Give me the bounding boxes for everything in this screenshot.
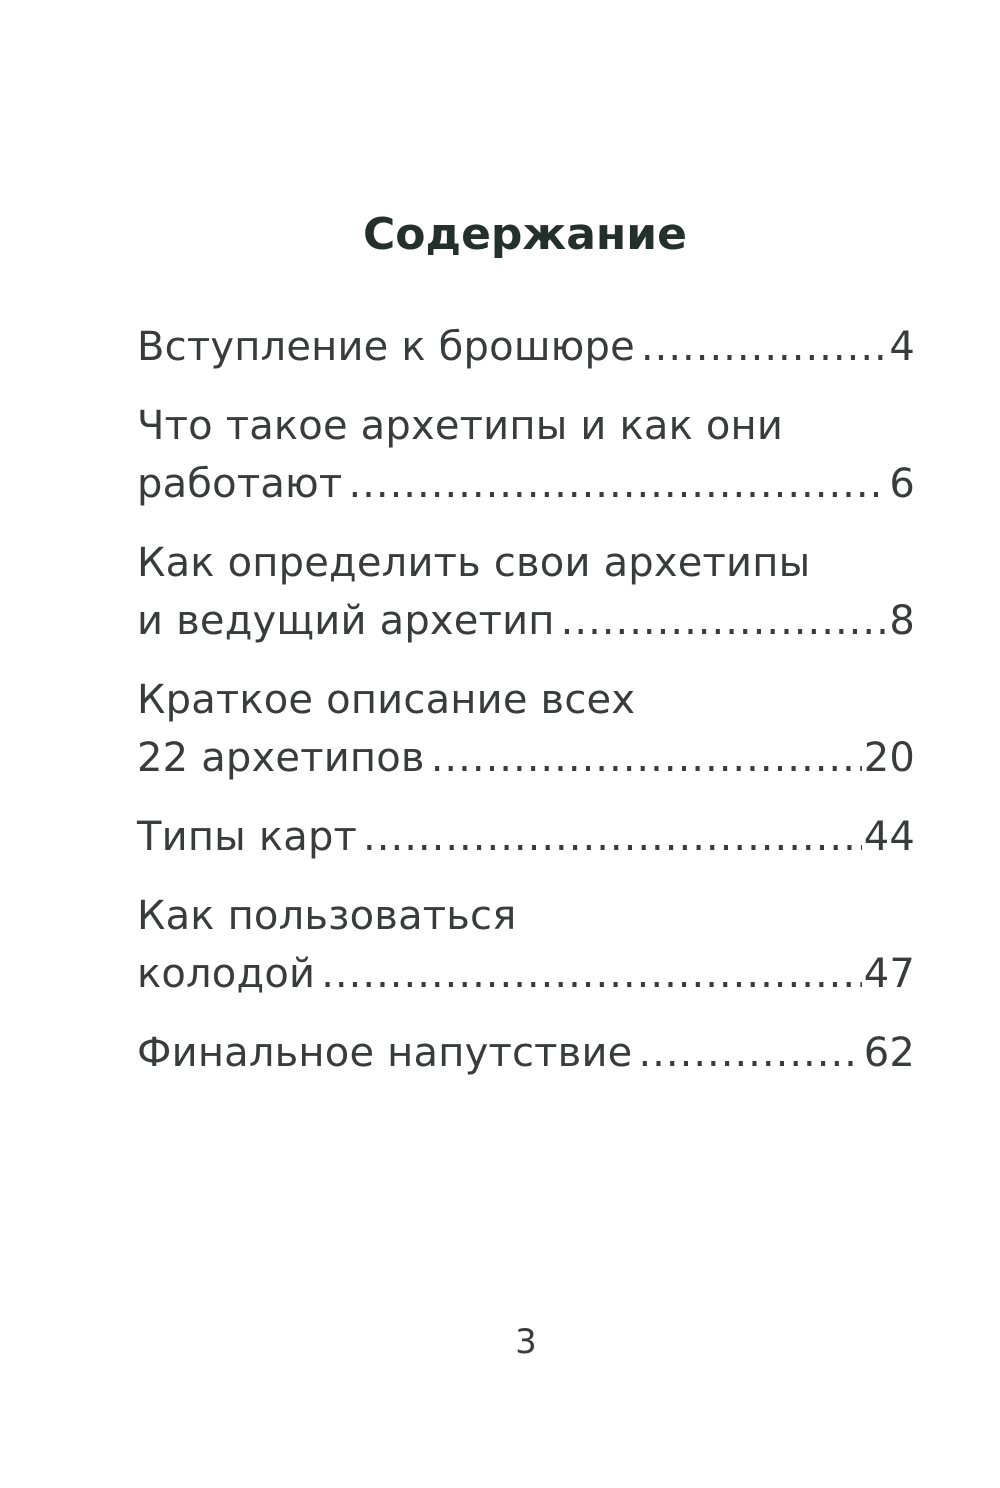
toc-entry xyxy=(137,808,915,866)
toc-entry xyxy=(137,397,915,513)
page-number: 3 xyxy=(515,1322,537,1362)
toc-entry-title: Как пользоваться xyxy=(137,893,517,939)
dot-leader xyxy=(321,945,861,1003)
toc-entry-title: Финальное напутствие xyxy=(137,1030,633,1076)
toc-page-number: 20 xyxy=(863,735,915,781)
page-title: Содержание xyxy=(363,209,687,260)
toc-entry-title: Типы карт xyxy=(137,814,358,860)
toc-entry-title-continued: работают xyxy=(137,461,343,507)
dot-leader xyxy=(348,455,887,513)
dot-leader xyxy=(641,318,887,376)
toc-page-number: 44 xyxy=(863,814,915,860)
toc-entry-title-continued: и ведущий архетип xyxy=(137,598,555,644)
toc-page-number: 4 xyxy=(889,324,915,370)
dot-leader xyxy=(363,808,862,866)
toc-entry xyxy=(137,887,915,1003)
table-of-contents xyxy=(137,318,915,1103)
toc-entry-title: Краткое описание всех xyxy=(137,677,636,723)
toc-entry-title: Как определить свои архетипы xyxy=(137,540,811,586)
toc-page-number: 47 xyxy=(863,951,915,997)
toc-page-number: 6 xyxy=(889,461,915,507)
toc-page-number: 8 xyxy=(889,598,915,644)
toc-entry-title-continued: 22 архетипов xyxy=(137,735,425,781)
dot-leader xyxy=(638,1024,861,1082)
toc-entry xyxy=(137,534,915,650)
toc-entry-title: Что такое архетипы и как они xyxy=(137,403,784,449)
toc-entry xyxy=(137,318,915,376)
toc-entry-title-continued: колодой xyxy=(137,951,316,997)
toc-entry xyxy=(137,671,915,787)
dot-leader xyxy=(561,592,888,650)
toc-entry-title: Вступление к брошюре xyxy=(137,324,635,370)
toc-entry xyxy=(137,1024,915,1082)
dot-leader xyxy=(431,729,862,787)
toc-page-number: 62 xyxy=(863,1030,915,1076)
